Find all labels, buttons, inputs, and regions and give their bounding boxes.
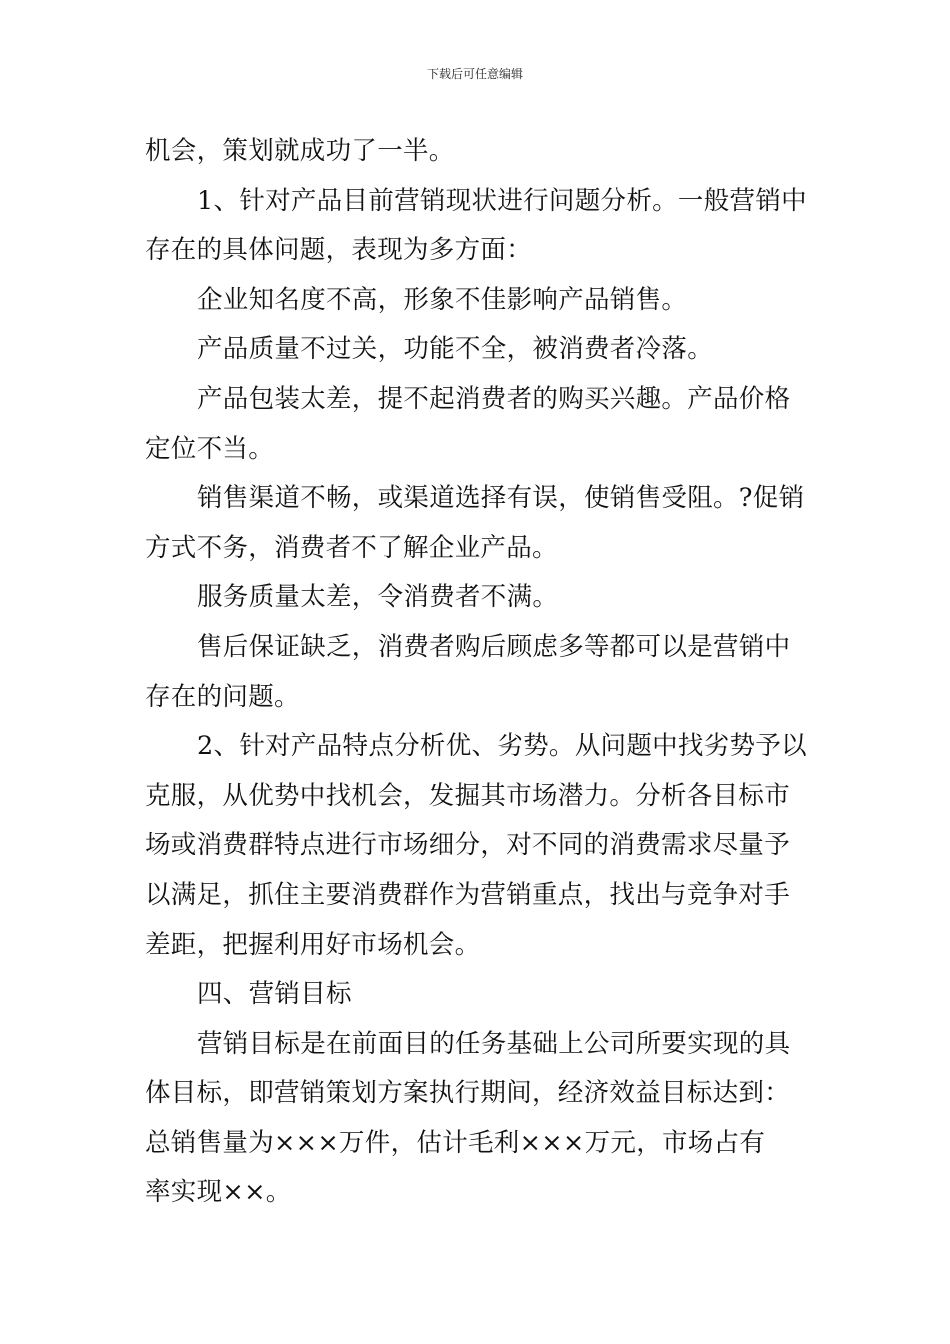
text-line-16: 以满足，抓住主要消费群作为营销重点，找出与竞争对手 [145,879,791,910]
text-line-7: 定位不当。 [145,433,275,464]
text-line-20: 体目标，即营销策划方案执行期间，经济效益目标达到： [145,1078,791,1109]
text-line-3: 存在的具体问题，表现为多方面： [145,235,533,266]
text-line-14: 克服，从优势中找机会，发掘其市场潜力。分析各目标市 [145,780,791,811]
text-line-12: 存在的问题。 [145,681,300,712]
text-line-8: 销售渠道不畅，或渠道选择有误，使销售受阻。?促销 [197,483,805,514]
text-line-19: 营销目标是在前面目的任务基础上公司所要实现的具 [197,1028,791,1059]
text-line-22: 率实现××。 [145,1177,292,1208]
text-line-11: 售后保证缺乏，消费者购后顾虑多等都可以是营销中 [197,631,791,662]
text-line-9: 方式不务，消费者不了解企业产品。 [145,532,558,563]
text-line-2: 1、针对产品目前营销现状进行问题分析。一般营销中 [197,185,807,216]
text-line-4: 企业知名度不高，形象不佳影响产品销售。 [197,284,688,315]
text-line-6: 产品包装太差，提不起消费者的购买兴趣。产品价格 [197,383,791,414]
text-line-5: 产品质量不过关，功能不全，被消费者冷落。 [197,334,714,365]
section-heading-marketing-goals: 四、营销目标 [197,979,352,1010]
page-header-note: 下载后可任意编辑 [426,67,523,81]
text-line-13: 2、针对产品特点分析优、劣势。从问题中找劣势予以 [197,731,807,762]
document-body [145,127,811,1218]
text-line-21: 总销售量为×××万件，估计毛利×××万元，市场占有 [145,1127,766,1158]
text-line-17: 差距，把握利用好市场机会。 [145,929,481,960]
text-line-10: 服务质量太差，令消费者不满。 [197,582,559,613]
text-line-1: 机会，策划就成功了一半。 [145,136,455,166]
text-line-15: 场或消费群特点进行市场细分，对不同的消费需求尽量予 [145,830,791,861]
